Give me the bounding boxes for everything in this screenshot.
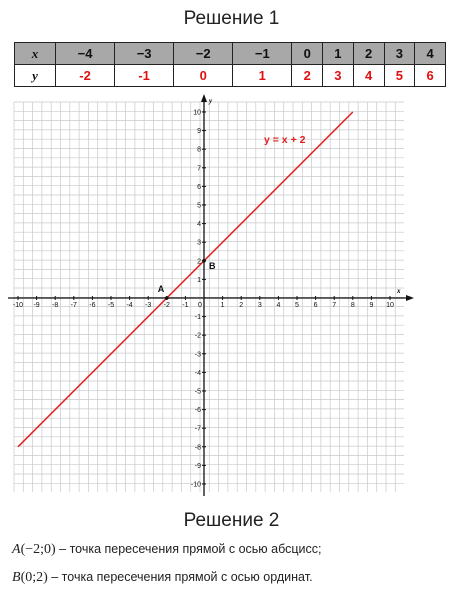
point-b-coords: B(0;2) xyxy=(12,570,48,585)
x-tick-label: -4 xyxy=(126,302,133,309)
table-row-y xyxy=(15,65,446,87)
equation-label: y = x + 2 xyxy=(264,134,306,146)
table-y-label: y xyxy=(15,65,56,87)
x-tick-label: 1 xyxy=(220,302,225,309)
solution-2-title: Решение 2 xyxy=(183,510,280,531)
x-tick-label: 5 xyxy=(295,302,299,309)
y-tick-label: -4 xyxy=(194,369,201,377)
point-label-a: A xyxy=(157,284,165,294)
y-tick-label: 4 xyxy=(197,221,201,229)
x-tick-label: 0 xyxy=(198,302,202,309)
y-tick-label: -6 xyxy=(194,407,201,415)
y-tick-label: 7 xyxy=(197,165,201,173)
table-x-cell: −3 xyxy=(115,43,174,65)
y-tick-label: -8 xyxy=(194,444,201,452)
statement-a-text: – точка пересечения прямой с осью абсцисс; xyxy=(55,542,322,556)
x-tick-label: -8 xyxy=(52,302,59,309)
y-tick-label: -5 xyxy=(194,388,201,396)
statement-b-text: – точка пересечения прямой с осью ординат. xyxy=(47,570,313,584)
x-tick-label: 3 xyxy=(257,302,262,309)
x-tick-label: -2 xyxy=(163,302,170,309)
y-tick-label: 3 xyxy=(197,239,201,247)
table-y-cell: 1 xyxy=(233,65,292,87)
y-axis-label: y xyxy=(209,97,213,105)
y-tick-label: 5 xyxy=(197,202,201,210)
solution-1-title: Решение 1 xyxy=(183,8,280,29)
table-row-x xyxy=(15,43,446,65)
statement-a xyxy=(12,542,322,558)
y-axis-arrow xyxy=(201,94,207,102)
y-tick-label: -9 xyxy=(194,462,201,470)
x-tick-label: -1 xyxy=(182,302,189,309)
table-x-cell: 4 xyxy=(415,43,446,65)
statement-b xyxy=(12,570,313,586)
x-axis-label: x xyxy=(397,287,401,295)
point-label-b: B xyxy=(209,260,216,271)
table-y-cell: 3 xyxy=(323,65,354,87)
y-tick-label: 8 xyxy=(197,146,201,154)
y-tick-label: -10 xyxy=(190,481,201,489)
table-x-cell: 2 xyxy=(353,43,384,65)
x-tick-label: 8 xyxy=(350,302,355,309)
x-tick-label: -10 xyxy=(12,302,24,309)
values-table xyxy=(14,42,446,87)
table-y-cell: -2 xyxy=(56,65,115,87)
y-tick-label: 10 xyxy=(193,109,201,117)
x-tick-label: 2 xyxy=(239,302,244,309)
point-a xyxy=(165,296,169,300)
table-y-cell: 6 xyxy=(415,65,446,87)
x-tick-label: 6 xyxy=(313,302,318,309)
x-tick-label: 4 xyxy=(276,302,281,309)
x-tick-label: -7 xyxy=(70,302,77,309)
table-y-cell: -1 xyxy=(115,65,174,87)
table-x-cell: 1 xyxy=(323,43,354,65)
y-tick-label: 6 xyxy=(197,183,201,191)
table-x-label: x xyxy=(15,43,56,65)
table-y-cell: 5 xyxy=(384,65,415,87)
x-tick-label: -5 xyxy=(107,302,115,309)
table-x-cell: −2 xyxy=(174,43,233,65)
x-tick-label: -6 xyxy=(89,302,96,309)
y-tick-label: 9 xyxy=(197,128,201,136)
x-tick-label: -9 xyxy=(33,302,40,309)
table-y-cell: 0 xyxy=(174,65,233,87)
point-b xyxy=(202,259,206,263)
y-tick-label: 1 xyxy=(197,276,201,284)
table-x-cell: −1 xyxy=(233,43,292,65)
y-tick-label: -2 xyxy=(194,332,201,340)
x-tick-label: 9 xyxy=(369,302,374,309)
y-tick-label: -1 xyxy=(194,314,201,322)
table-y-cell: 2 xyxy=(292,65,323,87)
x-tick-label: 7 xyxy=(332,302,337,309)
coordinate-plane xyxy=(0,94,463,499)
point-a-coords: A(−2;0) xyxy=(12,542,56,557)
y-tick-label: -7 xyxy=(194,425,201,433)
table-y-cell: 4 xyxy=(353,65,384,87)
y-tick-label: 2 xyxy=(197,258,201,266)
table-x-cell: 3 xyxy=(384,43,415,65)
y-tick-label: -3 xyxy=(194,351,201,359)
table-x-cell: 0 xyxy=(292,43,323,65)
x-tick-label: 10 xyxy=(386,302,394,309)
x-axis-arrow xyxy=(406,295,414,301)
x-tick-label: -3 xyxy=(145,302,152,309)
table-x-cell: −4 xyxy=(56,43,115,65)
